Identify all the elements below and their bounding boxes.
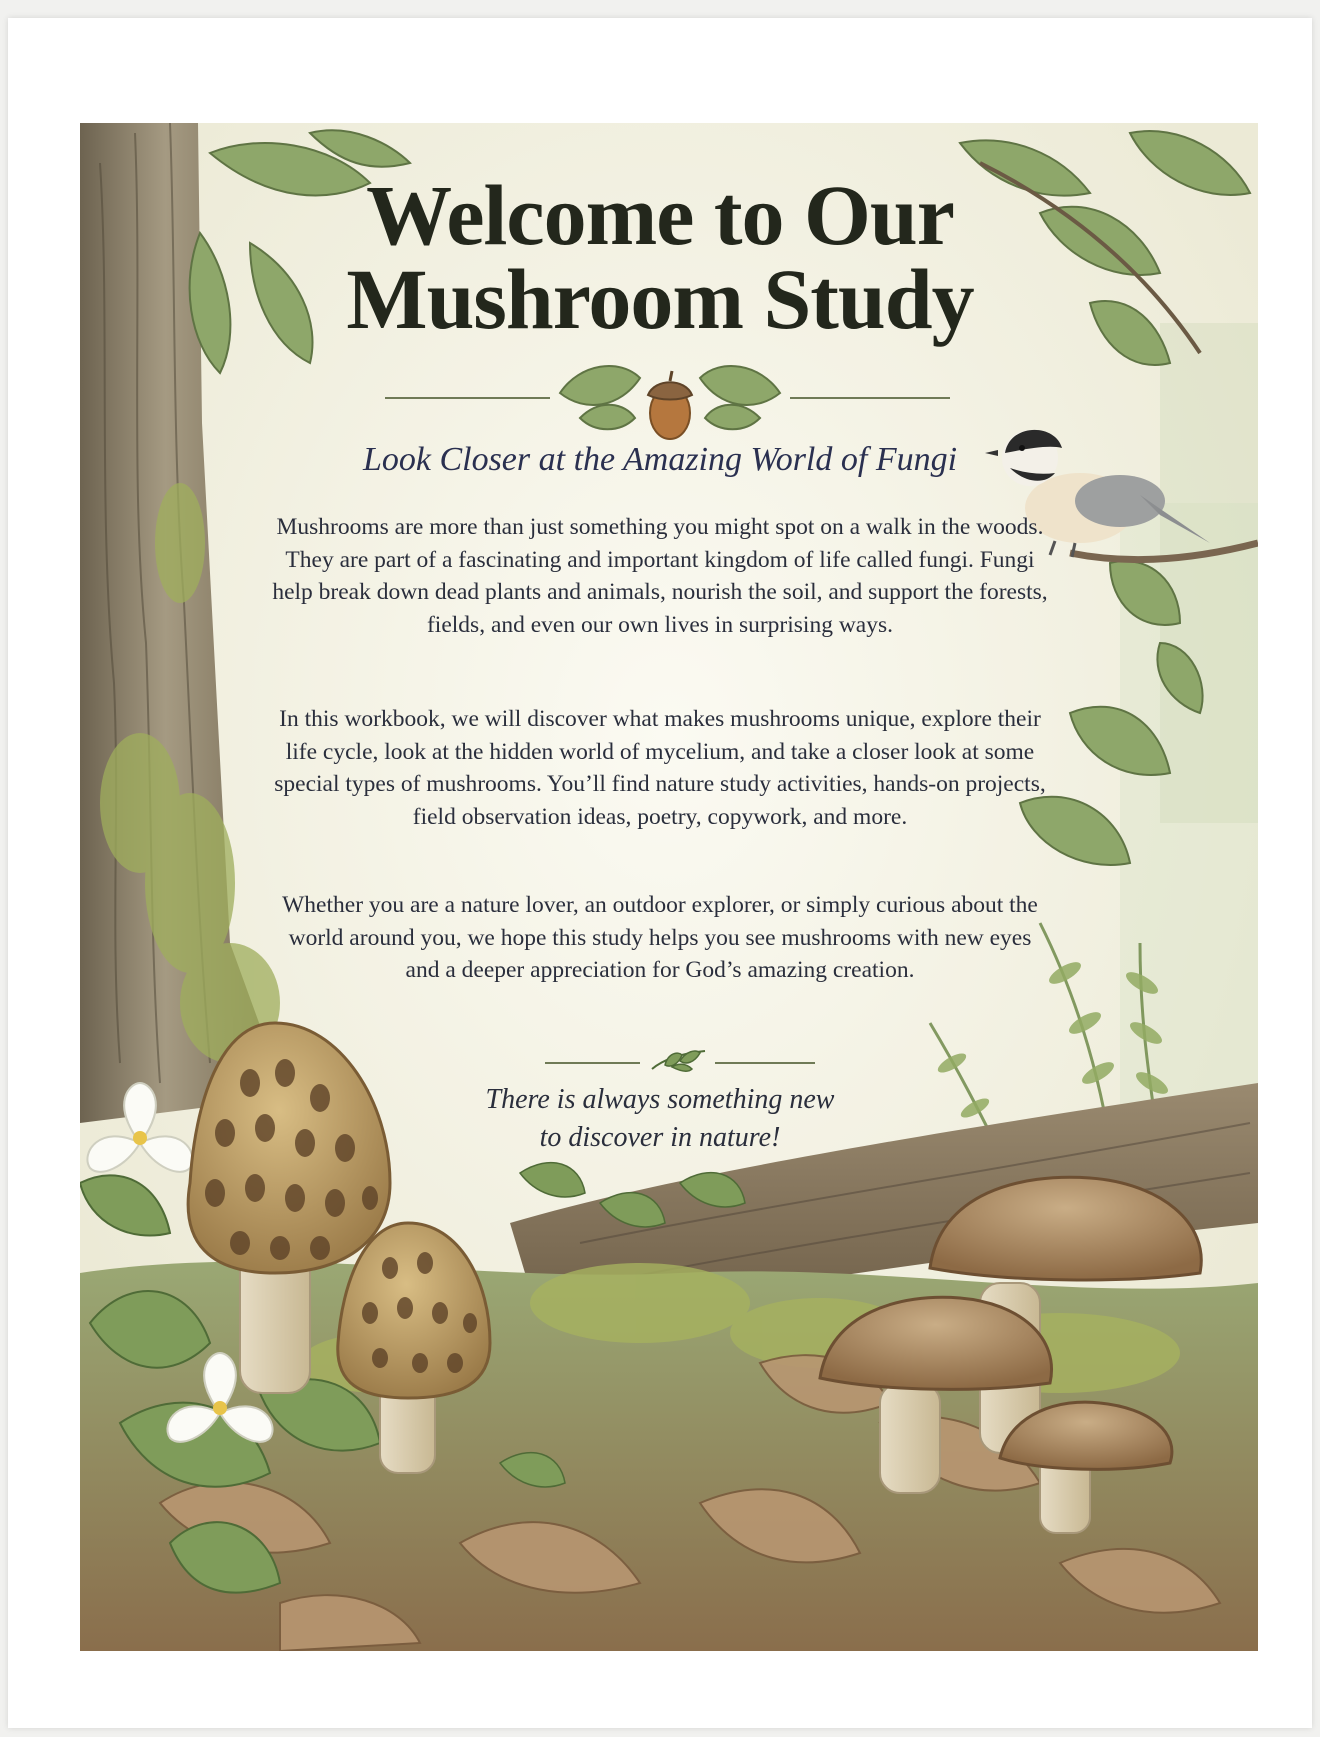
page-subtitle: Look Closer at the Amazing World of Fungi xyxy=(362,441,958,478)
intro-paragraph-2: In this workbook, we will discover what makes mushrooms unique, explore their life cycle, look at the hidden world of mycelium, and take a closer look at some special types of mushrooms. You’ll find nature study activities, hands-on projects, field observation ideas, poetry, copywork, and more. xyxy=(274,706,1046,830)
page-title-line-1: Welcome to Our xyxy=(366,167,954,263)
closing-quote-line-2: to discover in nature! xyxy=(539,1122,781,1153)
page-title xyxy=(230,167,1090,347)
closing-quote xyxy=(370,1081,950,1157)
illustrated-page xyxy=(80,123,1258,1651)
closing-quote-line-1: There is always something new xyxy=(485,1084,835,1115)
text-content xyxy=(80,123,1258,1651)
intro-paragraph-1: Mushrooms are more than just something you might spot on a walk in the woods. They are part of a fascinating and important kingdom of life called fungi. Fungi help break down dead plants and animals, nourish the soil, and support the forests, fields, and even our own lives in surprising ways. xyxy=(272,514,1048,638)
page-sheet xyxy=(8,18,1312,1728)
intro-paragraph-3: Whether you are a nature lover, an outdoor explorer, or simply curious about the world around you, we hope this study helps you see mushrooms with new eyes and a deeper appreciation for God’s amazing creation. xyxy=(282,892,1038,983)
page-title-line-2: Mushroom Study xyxy=(346,251,974,347)
